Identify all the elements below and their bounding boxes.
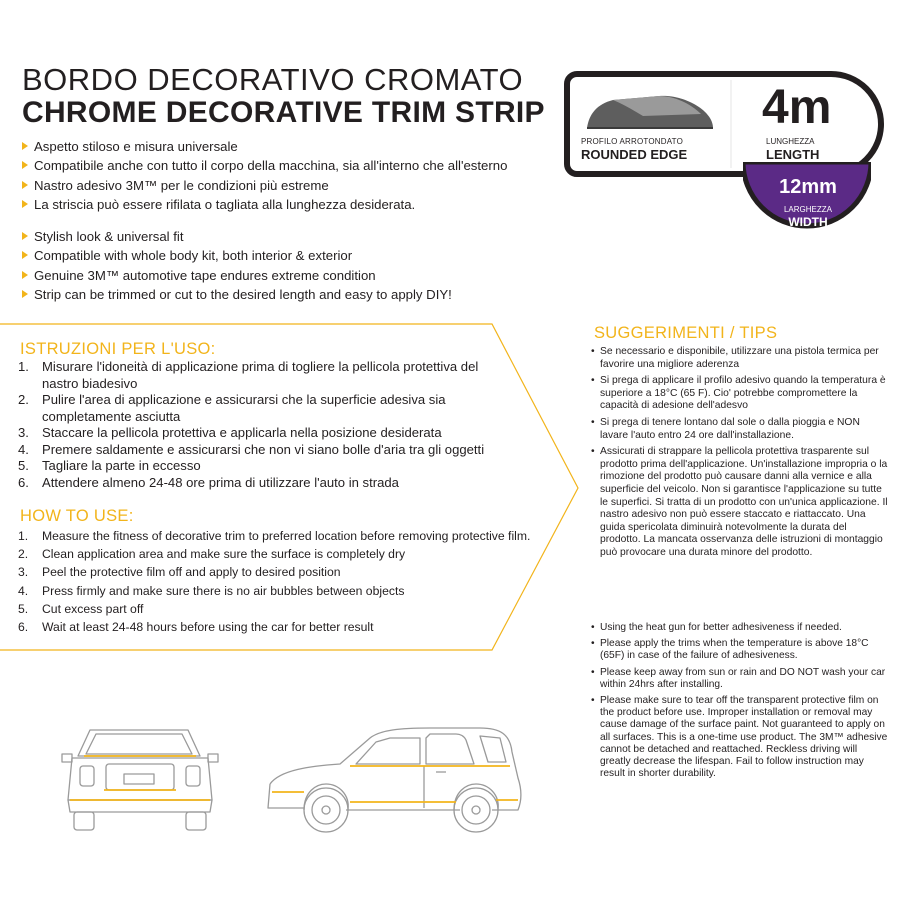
instruction-step: 1. Measure the fitness of decorative trim to preferred location before removing protective film. xyxy=(18,529,531,543)
bullet-arrow-icon xyxy=(22,200,28,208)
bullet-arrow-icon xyxy=(22,161,28,169)
instructions-en-list xyxy=(18,527,530,636)
feature-item: Stylish look & universal fit xyxy=(22,227,452,246)
tip-item: • Please make sure to tear off the transparent protective film on the product before use. Improper installation or removal may cause damage of the surface paint. Not guaranteed to apply on all surfaces. This is a one-time use product. The 3M™ adhesive cannot be detached and reattached. Reckless driving will greatly decrease the lifespan. Fail to follow instruction may result in shorter durability. xyxy=(591,695,888,780)
tip-item: • Assicurati di strappare la pellicola protettiva trasparente sul prodotto prima dell'applicazione. Un'installazione impropria o la rimozione del prodotto può causare danni alla vernice e alla superficie del veicolo. Non si garantisce l'applicazione su tutte le superfici. Si tratta di un prodotto con un'unica applicazione. Il nastro adesivo non può essere staccato e riattaccato. Una guida spericolata diminuirà notevolmente la durata del prodotto. La mancata osservanza delle istruzioni di montaggio può provocare una durata minore del prodotto. xyxy=(591,446,888,558)
title-english: CHROME DECORATIVE TRIM STRIP xyxy=(22,96,545,129)
tip-item: • Using the heat gun for better adhesiveness if needed. xyxy=(591,622,842,633)
tips-heading: SUGGERIMENTI / TIPS xyxy=(594,324,778,342)
width-value: WIDTH xyxy=(788,215,828,229)
instruction-step: 2. Clean application area and make sure the surface is completely dry xyxy=(18,547,406,562)
length-label: LUNGHEZZA xyxy=(766,137,815,146)
feature-item: La striscia può essere rifilata o tagliata alla lunghezza desiderata. xyxy=(22,195,507,214)
length-number: 4m xyxy=(762,81,832,134)
car-side-illustration xyxy=(260,722,535,842)
tip-item: • Si prega di applicare il profilo adesivo quando la temperatura è superiore a 18°C (65 F). Cio' potrebbe compromettere la capacità di adesione dell'adesvo xyxy=(591,375,886,412)
tip-item: • Se necessario e disponibile, utilizzare una pistola termica per favorire una migliore aderenza xyxy=(591,346,879,370)
bullet-arrow-icon xyxy=(22,251,28,259)
bullet-arrow-icon xyxy=(22,271,28,279)
car-rear-illustration xyxy=(60,720,220,835)
instruction-step: 4. Premere saldamente e assicurarsi che non vi siano bolle d'aria tra gli oggetti xyxy=(18,441,485,457)
tip-item: • Please keep away from sun or rain and DO NOT wash your car within 24hrs after installing. xyxy=(591,666,886,690)
instruction-step: 6. Wait at least 24-48 hours before using the car for better result xyxy=(18,620,374,635)
tips-italian-list xyxy=(589,346,889,564)
tip-item: • Si prega di tenere lontano dal sole o dalla pioggia e NON lavare l'auto entro 24 ore dall'installazione. xyxy=(591,416,860,441)
instruction-step: 2. Pulire l'area di applicazione e assicurarsi che la superficie adesiva sia completamente asciutta xyxy=(18,392,446,424)
feature-item: Strip can be trimmed or cut to the desired length and easy to apply DIY! xyxy=(22,285,452,304)
instruction-step: 3. Staccare la pellicola protettiva e applicarla nella posizione desiderata xyxy=(18,425,442,440)
feature-item: Compatible with whole body kit, both interior & exterior xyxy=(22,246,452,265)
feature-item: Compatibile anche con tutto il corpo della macchina, sia all'interno che all'esterno xyxy=(22,156,507,175)
features-italian-list xyxy=(22,137,507,215)
title-italian: BORDO DECORATIVO CROMATO xyxy=(22,62,524,97)
profile-value: ROUNDED EDGE xyxy=(581,147,688,162)
instructions-en-heading: HOW TO USE: xyxy=(20,507,134,525)
instruction-step: 5. Cut excess part off xyxy=(18,601,144,616)
tips-english-list xyxy=(589,622,889,784)
instructions-it-heading: ISTRUZIONI PER L'USO: xyxy=(20,340,216,358)
width-number: 12mm xyxy=(779,176,837,198)
bullet-arrow-icon xyxy=(22,181,28,189)
width-label: LARGHEZZA xyxy=(783,205,832,214)
features-english-list xyxy=(22,227,452,305)
instruction-step: 5. Tagliare la parte in eccesso xyxy=(18,458,201,473)
instruction-step: 1. Misurare l'idoneità di applicazione prima di togliere la pellicola protettiva del nastro biadesivo xyxy=(18,359,479,391)
bullet-arrow-icon xyxy=(22,142,28,150)
profile-label: PROFILO ARROTONDATO xyxy=(581,137,684,146)
feature-item: Genuine 3M™ automotive tape endures extreme condition xyxy=(22,266,452,285)
instructions-it-list xyxy=(18,359,484,491)
instruction-step: 4. Press firmly and make sure there is no air bubbles between objects xyxy=(18,583,405,598)
feature-item: Nastro adesivo 3M™ per le condizioni più estreme xyxy=(22,176,507,195)
feature-item: Aspetto stiloso e misura universale xyxy=(22,137,507,156)
instruction-step: 6. Attendere almeno 24-48 ore prima di utilizzare l'auto in strada xyxy=(18,474,399,490)
tip-item: • Please apply the trims when the temperature is above 18°C (65F) in case of the failure of adhesiveness. xyxy=(591,638,869,662)
instruction-step: 3. Peel the protective film off and apply to desired position xyxy=(18,565,341,580)
length-value: LENGTH xyxy=(766,147,820,162)
bullet-arrow-icon xyxy=(22,232,28,240)
bullet-arrow-icon xyxy=(22,290,28,298)
